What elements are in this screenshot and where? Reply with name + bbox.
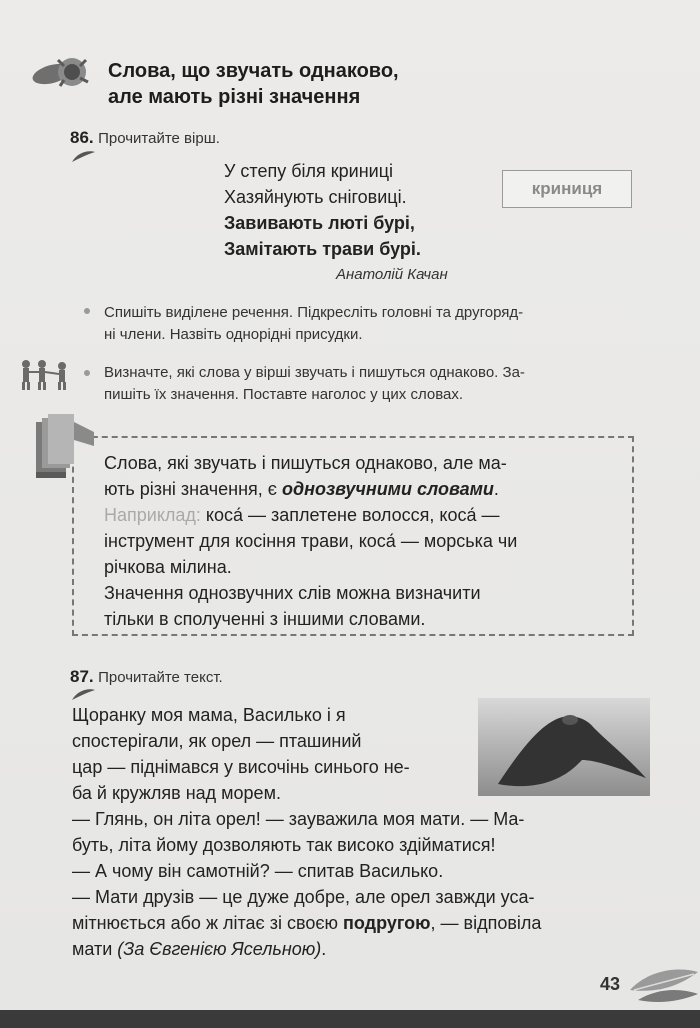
story-dialogue xyxy=(72,806,634,962)
feather-icon xyxy=(70,150,96,164)
story-line: — Глянь, он літа орел! — зауважила моя мати. — Ма- xyxy=(72,809,525,829)
bullet-icon xyxy=(84,308,90,314)
poem-line: Завивають люті бурі, xyxy=(224,213,415,233)
poem-line: Замітають трави бурі. xyxy=(224,239,421,259)
page-number: 43 xyxy=(600,974,621,994)
rule-line: тільки в сполученні з іншими словами. xyxy=(104,609,426,629)
story-line: буть, літа йому дозволяють так високо здійматися! xyxy=(72,835,496,855)
vocabulary-word-box: криниця xyxy=(502,170,632,208)
poem xyxy=(224,158,421,262)
poem-author: Анатолій Качан xyxy=(336,266,448,283)
story-line: мати (За Євгенією Ясельною). xyxy=(72,939,327,959)
task-2 xyxy=(104,362,644,406)
story-line: — А чому він самотній? — спитав Василько. xyxy=(72,861,444,881)
section-title xyxy=(108,58,399,110)
exercise-instruction: Прочитайте текст. xyxy=(98,669,223,686)
section-title-line: але мають різні значення xyxy=(108,86,361,108)
exercise-number: 87. xyxy=(70,667,94,686)
example-label: Наприклад: xyxy=(104,505,201,525)
rule-line: річкова мілина. xyxy=(104,557,232,577)
exercise-87-header xyxy=(70,667,223,687)
poem-line: Хазяйнують сніговиці. xyxy=(224,187,407,207)
exercise-instruction: Прочитайте вірш. xyxy=(98,130,220,147)
story-line: ба й кружляв над морем. xyxy=(72,783,281,803)
rule-line: Слова, які звучать і пишуться однаково, але ма- xyxy=(104,453,507,473)
story-line: мітнюється або ж літає зі своєю подругою, — відповіла xyxy=(72,913,542,933)
eagle-photo xyxy=(478,698,650,796)
key-term: однозвучними словами xyxy=(281,479,494,499)
task-1 xyxy=(104,302,644,346)
rule-line: інструмент для косіння трави, коса́ — морська чи xyxy=(104,531,518,551)
story-line: Щоранку моя мама, Василько і я xyxy=(72,705,346,725)
task-line: Спишіть виділене речення. Підкресліть головні та другоряд- xyxy=(104,304,524,321)
leaf-decoration-icon xyxy=(628,960,700,1006)
story-paragraph xyxy=(72,702,452,806)
task-line: пишіть їх значення. Поставте наголос у цих словах. xyxy=(104,386,464,403)
task-line: Визначте, які слова у вірші звучать і пишуться однаково. За- xyxy=(104,364,525,381)
highlighted-word: подругою xyxy=(343,913,431,933)
rule-text xyxy=(104,450,618,632)
poem-line: У степу біля криниці xyxy=(224,161,394,181)
section-title-line: Слова, що звучать однаково, xyxy=(108,60,399,82)
rule-line: Значення однозвучних слів можна визначити xyxy=(104,583,481,603)
source-citation: (За Євгенією Ясельною) xyxy=(117,939,322,959)
task-line: ні члени. Назвіть однорідні присудки. xyxy=(104,326,363,343)
bullet-icon xyxy=(84,370,90,376)
children-group-icon xyxy=(18,358,88,390)
book-icon xyxy=(32,412,98,484)
rule-line: Наприклад: коса́ — заплетене волосся, коса́ — xyxy=(104,505,500,525)
story-line: спостерігали, як орел — пташиний xyxy=(72,731,362,751)
sunflower-leaf-icon xyxy=(30,52,102,92)
story-line: цар — піднімався у височінь синього не- xyxy=(72,757,410,777)
bottom-border xyxy=(0,1010,700,1028)
rule-line: ють різні значення, є однозвучними словами. xyxy=(104,479,499,499)
feather-icon xyxy=(70,688,96,702)
exercise-number: 86. xyxy=(70,128,94,147)
story-line: — Мати друзів — це дуже добре, але орел завжди уса- xyxy=(72,887,535,907)
exercise-86-header xyxy=(70,128,220,148)
